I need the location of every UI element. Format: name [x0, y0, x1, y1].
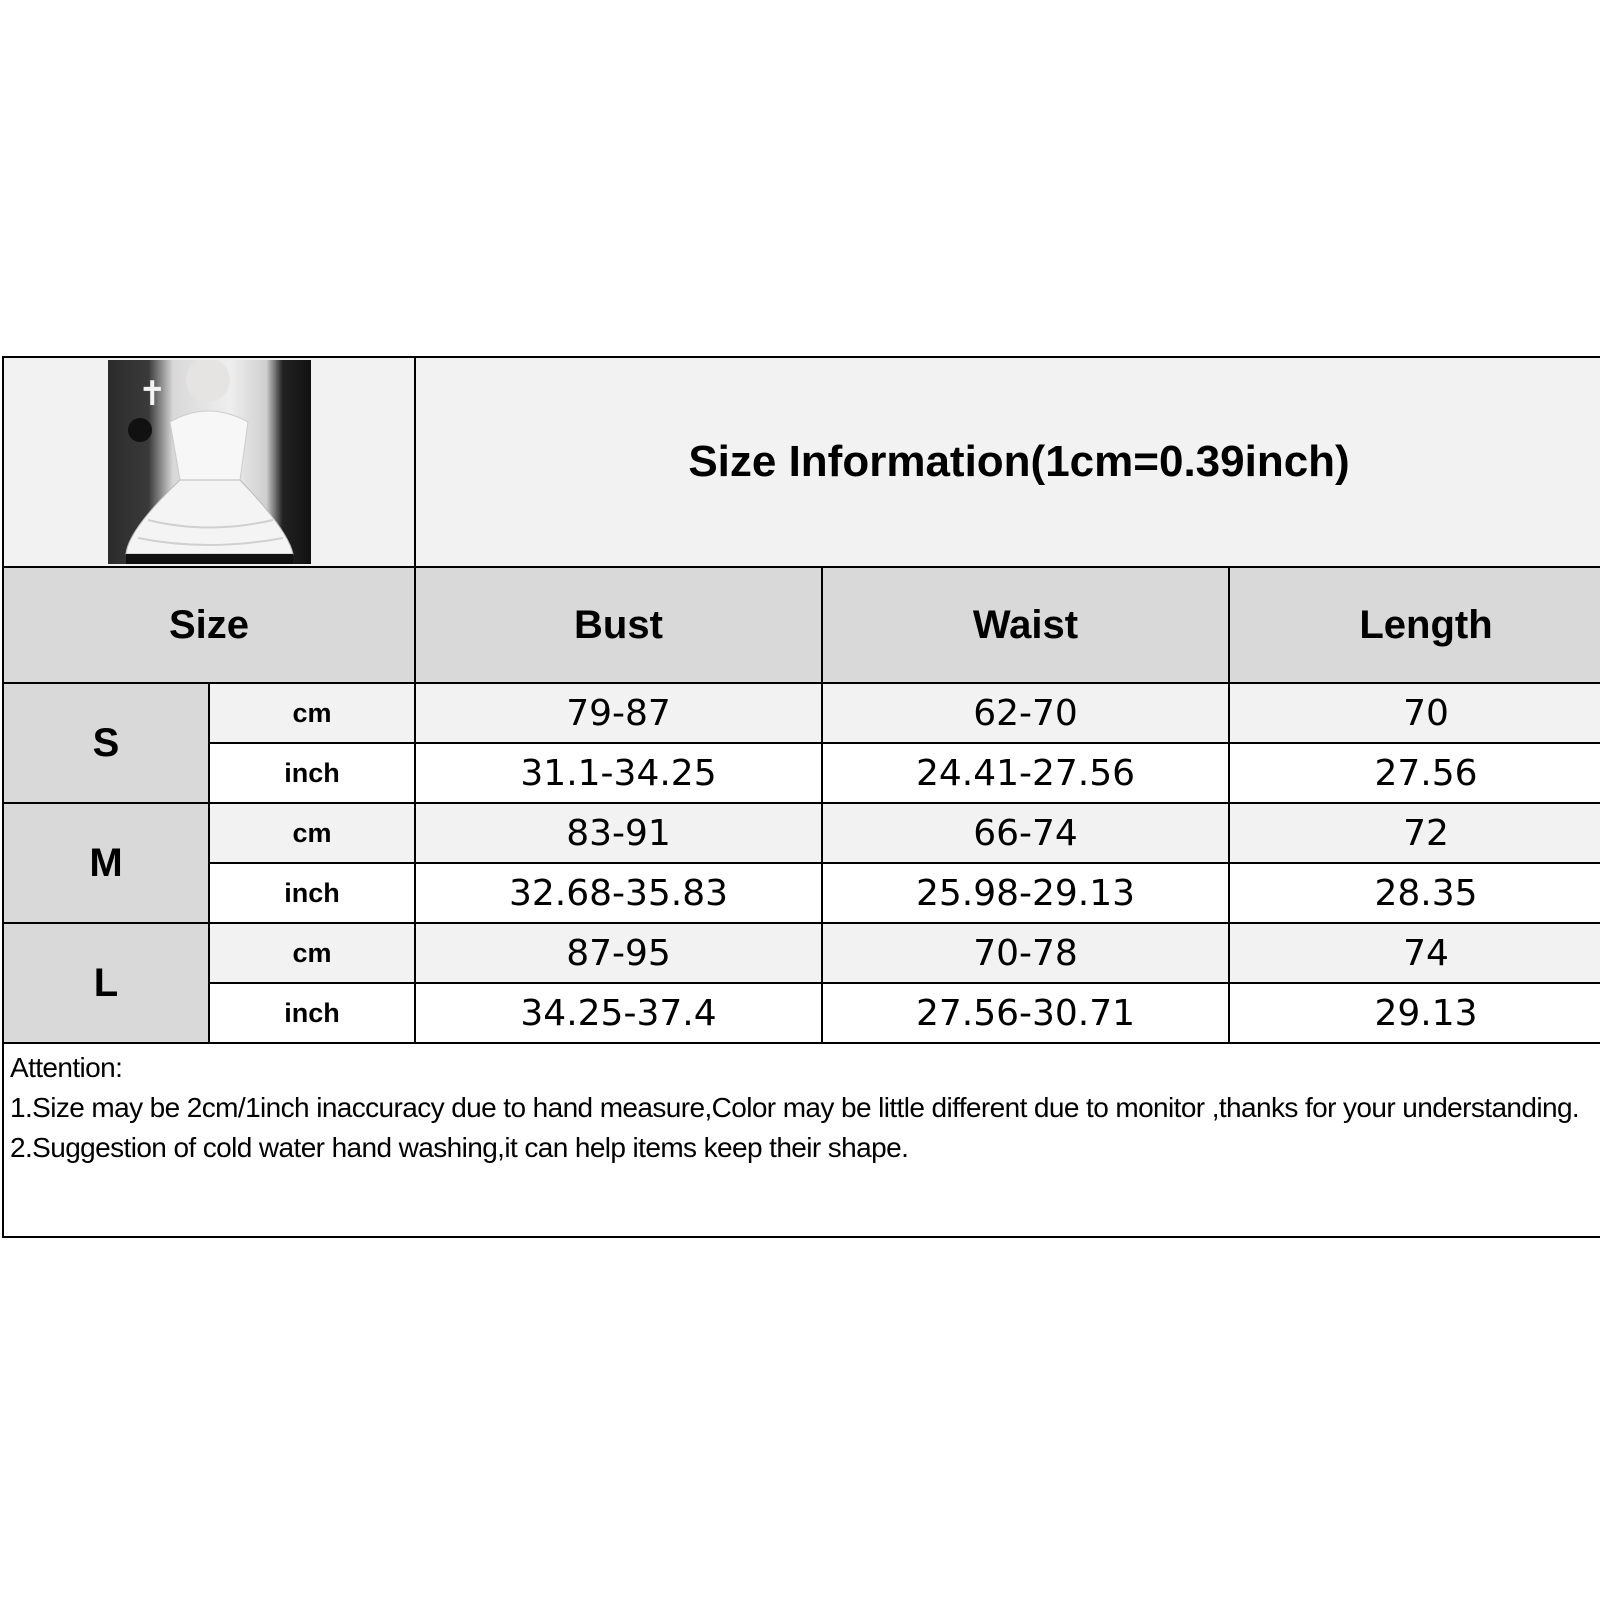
unit-label: cm — [209, 923, 415, 983]
size-label-l: L — [3, 923, 209, 1043]
size-chart — [0, 356, 1600, 1244]
bust-value: 31.1-34.25 — [415, 743, 822, 803]
column-header-size: Size — [3, 567, 415, 683]
unit-label: cm — [209, 683, 415, 743]
attention-heading: Attention: — [10, 1052, 123, 1083]
table-row — [3, 743, 1600, 803]
table-row — [3, 803, 1600, 863]
page-title: Size Information(1cm=0.39inch) — [688, 437, 1350, 486]
bust-value: 83-91 — [415, 803, 822, 863]
column-header-bust: Bust — [415, 567, 822, 683]
length-value: 29.13 — [1229, 983, 1600, 1043]
column-header-length: Length — [1229, 567, 1600, 683]
title-cell — [415, 357, 1600, 567]
waist-value: 24.41-27.56 — [822, 743, 1229, 803]
bust-value: 79-87 — [415, 683, 822, 743]
length-value: 74 — [1229, 923, 1600, 983]
unit-label: cm — [209, 803, 415, 863]
length-value: 72 — [1229, 803, 1600, 863]
product-image — [108, 360, 311, 564]
waist-value: 66-74 — [822, 803, 1229, 863]
attention-notes — [3, 1043, 1600, 1237]
length-value: 27.56 — [1229, 743, 1600, 803]
unit-label: inch — [209, 983, 415, 1043]
waist-value: 62-70 — [822, 683, 1229, 743]
dress-illustration — [108, 360, 311, 564]
attention-note-1: 1.Size may be 2cm/1inch inaccuracy due to hand measure,Color may be little different due to monitor ,thanks for your understanding. — [10, 1092, 1580, 1123]
bust-value: 87-95 — [415, 923, 822, 983]
bust-value: 32.68-35.83 — [415, 863, 822, 923]
product-image-cell — [3, 357, 415, 567]
notes-row — [3, 1043, 1600, 1237]
table-row — [3, 863, 1600, 923]
cross-icon: ✝ — [137, 374, 166, 414]
column-header-waist: Waist — [822, 567, 1229, 683]
size-table — [2, 356, 1600, 1238]
header-row — [3, 357, 1600, 567]
unit-label: inch — [209, 743, 415, 803]
attention-note-2: 2.Suggestion of cold water hand washing,it can help items keep their shape. — [10, 1132, 909, 1163]
unit-label: inch — [209, 863, 415, 923]
column-header-row — [3, 567, 1600, 683]
waist-value: 25.98-29.13 — [822, 863, 1229, 923]
table-row — [3, 983, 1600, 1043]
length-value: 70 — [1229, 683, 1600, 743]
size-label-s: S — [3, 683, 209, 803]
waist-value: 70-78 — [822, 923, 1229, 983]
table-row — [3, 683, 1600, 743]
size-label-m: M — [3, 803, 209, 923]
length-value: 28.35 — [1229, 863, 1600, 923]
table-row — [3, 923, 1600, 983]
bust-value: 34.25-37.4 — [415, 983, 822, 1043]
waist-value: 27.56-30.71 — [822, 983, 1229, 1043]
